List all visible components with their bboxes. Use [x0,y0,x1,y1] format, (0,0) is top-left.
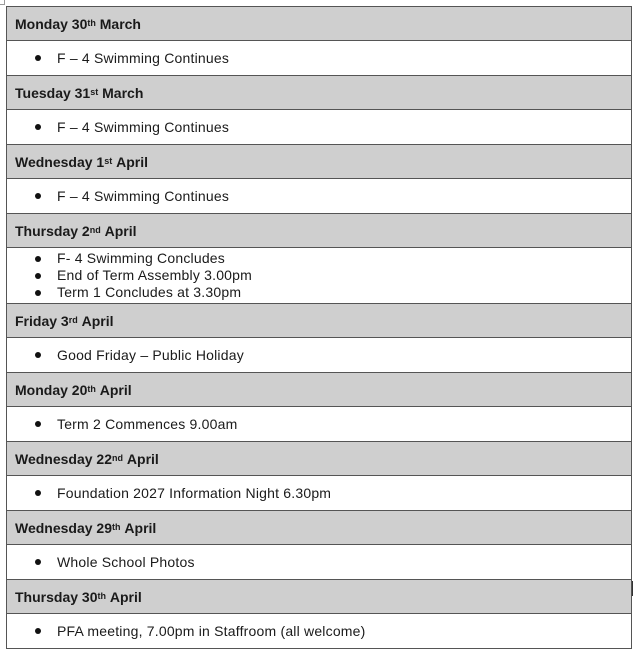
event-text: End of Term Assembly 3.00pm [57,267,253,283]
event-text: Good Friday – Public Holiday [57,346,244,363]
event-item [35,554,631,571]
events-row [7,476,631,511]
date-day: Thursday 30 [15,588,98,605]
date-month: April [99,381,132,398]
date-header-row [7,304,631,338]
date-ordinal-suffix: th [87,383,96,394]
event-text: F – 4 Swimming Continues [57,118,230,135]
event-item [35,347,631,364]
event-text: PFA meeting, 7.00pm in Staffroom (all welcome) [57,622,366,639]
event-item [35,284,631,301]
bullet-icon [35,256,41,262]
date-day: Tuesday 31 [15,84,91,101]
date-day: Thursday 2 [15,222,90,239]
date-ordinal-suffix: st [90,86,99,97]
date-header-row [7,511,631,545]
text-cursor [632,581,633,596]
page-corner-mark [0,0,5,5]
date-ordinal-suffix: st [104,155,113,166]
date-day: Wednesday 1 [15,153,105,170]
date-month: April [109,588,142,605]
date-day: Friday 3 [15,312,69,329]
date-header-row [7,145,631,179]
event-item [35,119,631,136]
events-row [7,614,631,649]
event-item [35,485,631,502]
events-row [7,248,631,304]
event-text: Foundation 2027 Information Night 6.30pm [57,484,332,501]
date-header-row [7,76,631,110]
event-item [35,50,631,67]
event-item [35,188,631,205]
event-text: F – 4 Swimming Continues [57,49,230,66]
events-row [7,41,631,76]
events-row [7,545,631,580]
events-row [7,110,631,145]
date-header-row [7,214,631,248]
date-month: April [116,153,149,170]
event-item [35,416,631,433]
date-month: April [104,222,137,239]
date-ordinal-suffix: rd [68,314,78,325]
event-item [35,623,631,640]
date-month: March [102,84,144,101]
date-header-row [7,7,631,41]
date-month: March [99,15,141,32]
bullet-icon [35,490,41,496]
event-text: Term 2 Commences 9.00am [57,415,238,432]
date-ordinal-suffix: th [112,521,121,532]
date-month: April [124,519,157,536]
bullet-icon [35,193,41,199]
date-month: April [126,450,159,467]
event-text: Term 1 Concludes at 3.30pm [57,284,242,300]
event-text: F- 4 Swimming Concludes [57,250,225,266]
date-ordinal-suffix: nd [112,452,124,463]
date-ordinal-suffix: th [87,17,96,28]
event-item [35,250,631,267]
bullet-icon [35,559,41,565]
date-ordinal-suffix: nd [89,224,101,235]
date-ordinal-suffix: th [97,590,106,601]
bullet-icon [35,290,41,296]
events-row [7,407,631,442]
date-day: Wednesday 22 [15,450,113,467]
bullet-icon [35,628,41,634]
events-row [7,338,631,373]
date-day: Monday 20 [15,381,88,398]
events-table [6,6,632,649]
date-month: April [81,312,114,329]
bullet-icon [35,124,41,130]
date-header-row [7,373,631,407]
event-text: F – 4 Swimming Continues [57,187,230,204]
bullet-icon [35,352,41,358]
date-header-row [7,580,631,614]
date-header-row [7,442,631,476]
event-text: Whole School Photos [57,553,195,570]
date-day: Wednesday 29 [15,519,113,536]
bullet-icon [35,273,41,279]
event-item [35,267,631,284]
date-day: Monday 30 [15,15,88,32]
bullet-icon [35,421,41,427]
events-row [7,179,631,214]
bullet-icon [35,55,41,61]
